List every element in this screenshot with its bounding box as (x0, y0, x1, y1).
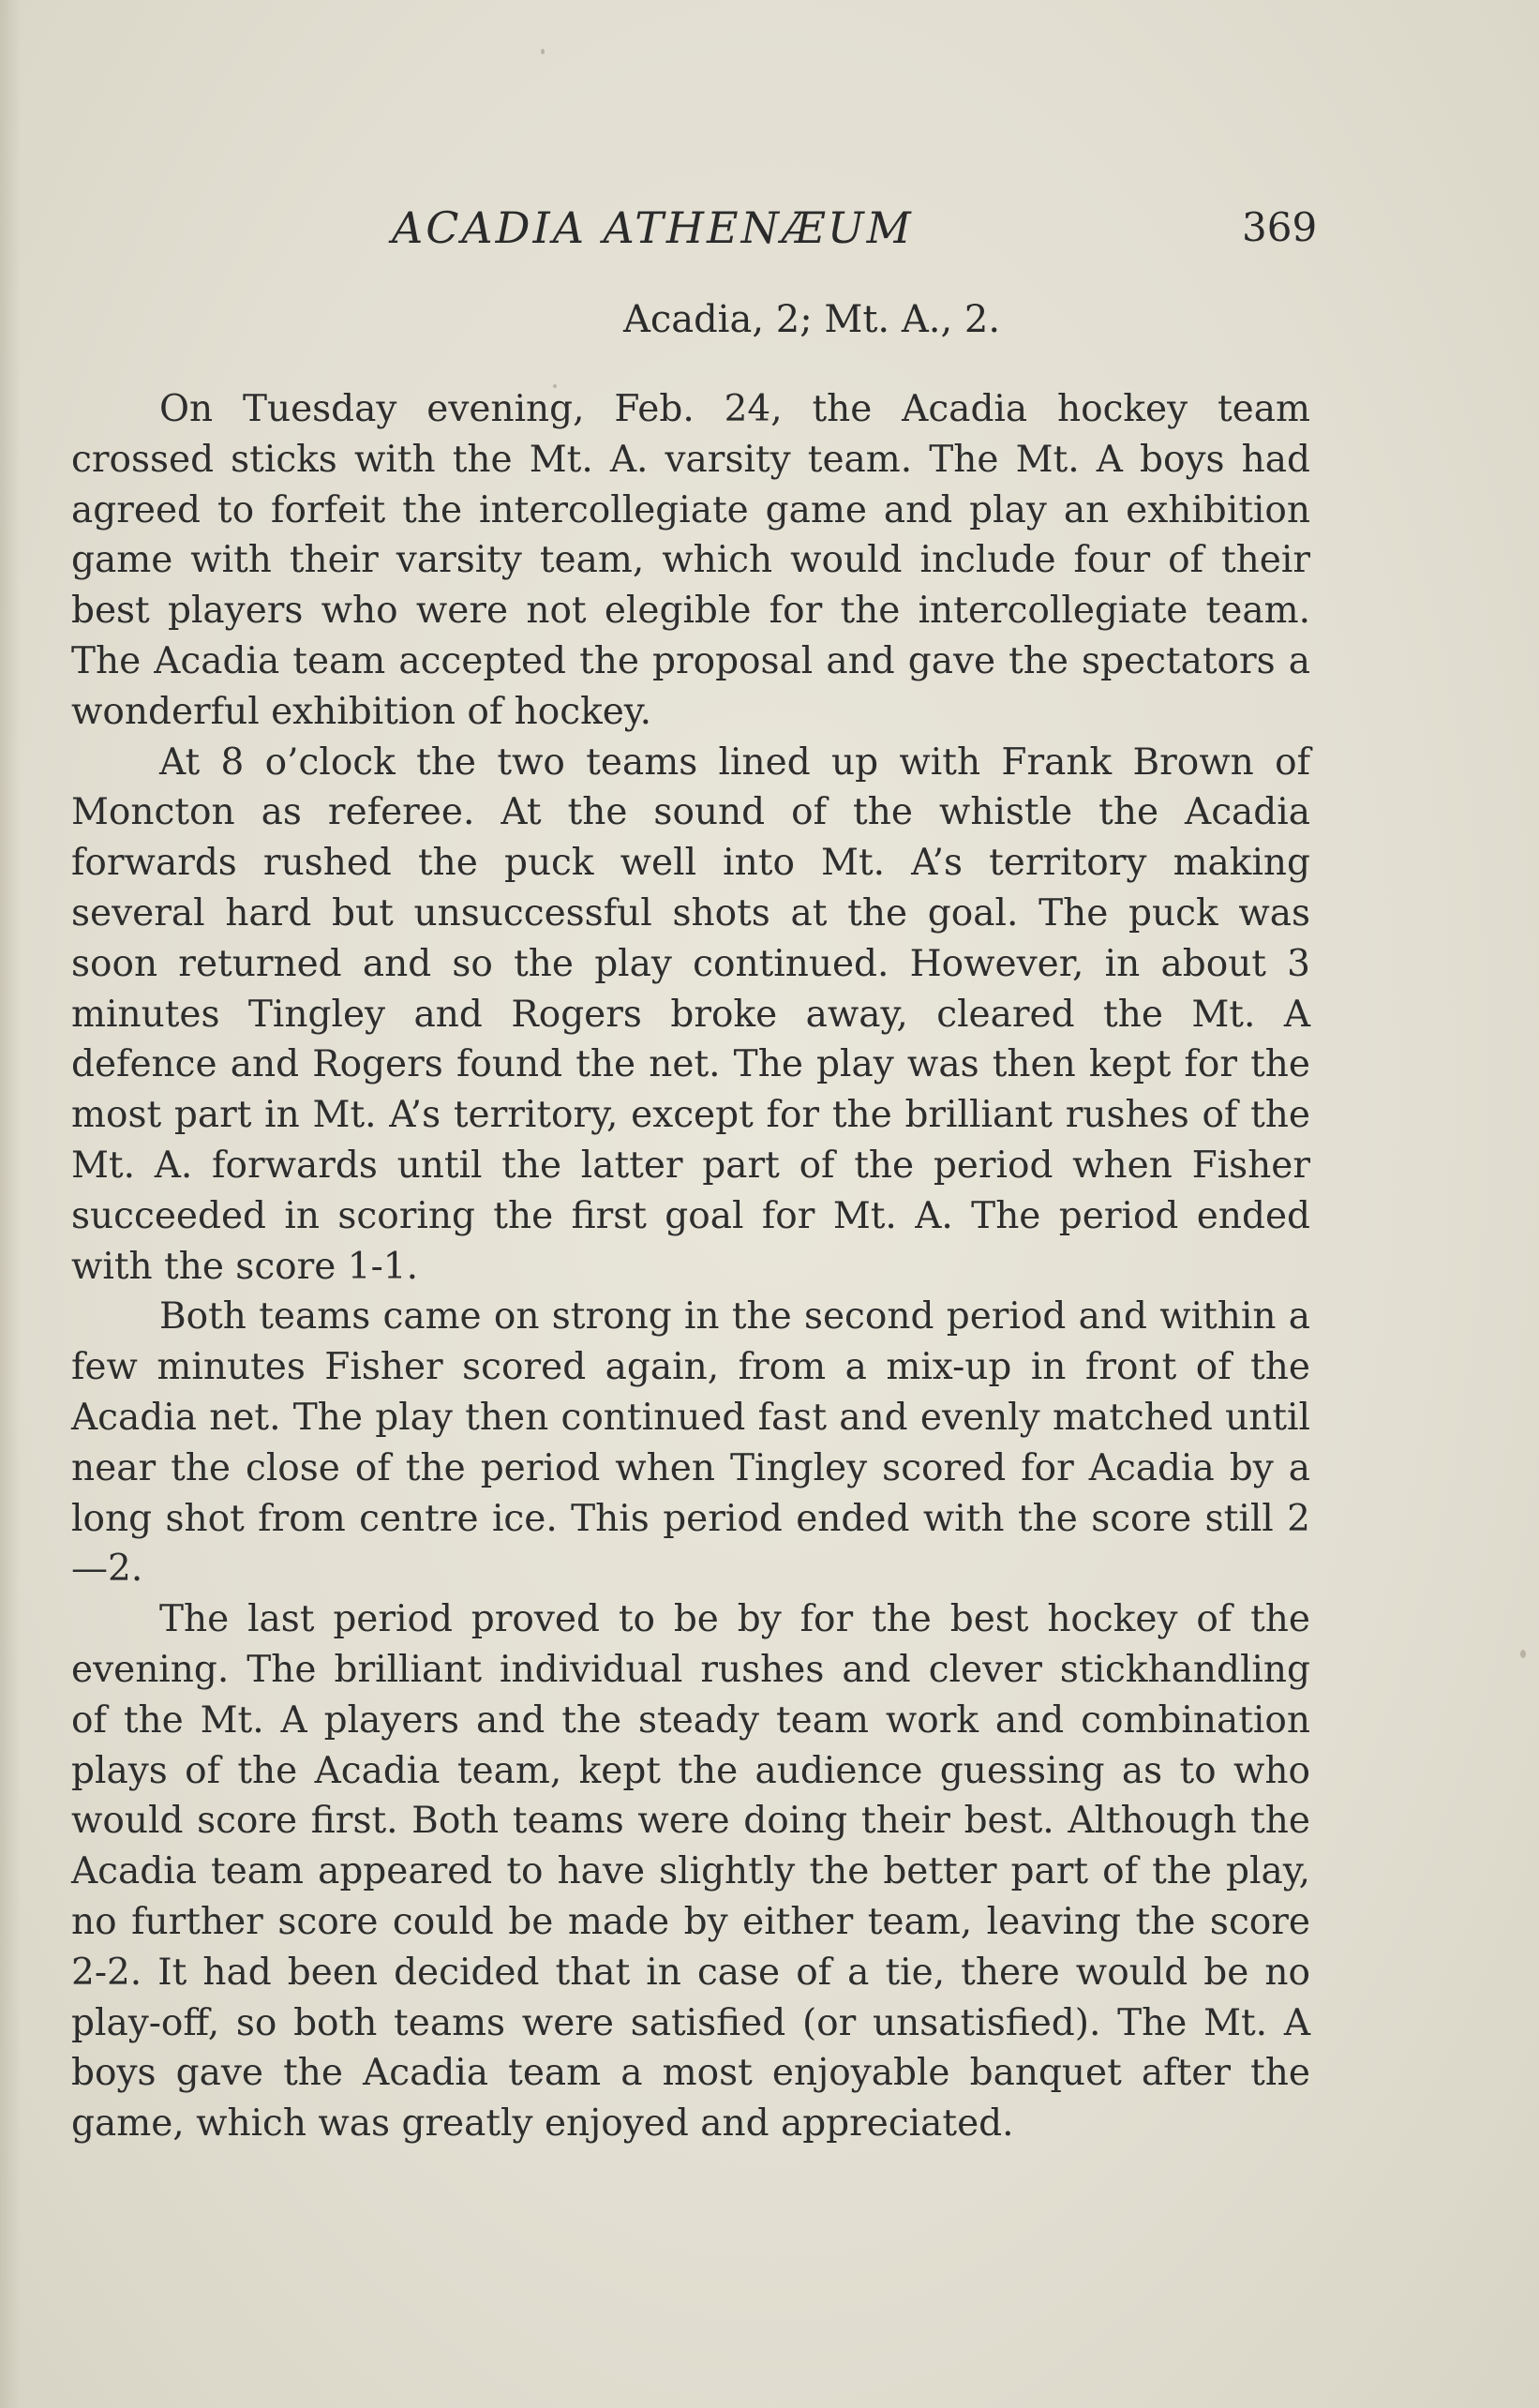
page-header (0, 197, 1539, 262)
paragraph: Both teams came on strong in the second period and within a few minutes Fisher scored again, from a mix-up in front of the Acadia net. The play then continued fast and evenly matched until near the close of the period when Tingley scored for Acadia by a long shot from centre ice. This period ended with the score still 2—2. (71, 1295, 1310, 1591)
paragraph: The last period proved to be by for the best hockey of the evening. The brilliant individual rushes and clever stickhandling of the Mt. A players and the steady team work and combination plays of the Acadia team, kept the audience guessing as to who would score first. Both teams were doing their best. Although the Acadia team appeared to have slightly the better part of the play, no further score could be made by either team, leaving the score 2-2. It had been decided that in case of a tie, there would be no play-off, so both teams were satisfied (or unsatisfied). The Mt. A boys gave the Acadia team a most enjoyable banquet after the game, which was greatly enjoyed and appreciated. (71, 1598, 1310, 2146)
paper-speck (541, 49, 545, 54)
paragraph: On Tuesday evening, Feb. 24, the Acadia hockey team crossed sticks with the Mt. A. varsity team. The Mt. A boys had agreed to forfeit the intercollegiate game and play an exhibition game with their varsity team, which would include four of their best players who were not elegible for the intercollegiate team. The Acadia team accepted the proposal and gave the spectators a wonderful exhibition of hockey. (71, 388, 1310, 733)
paragraph: At 8 o’clock the two teams lined up with Frank Brown of Moncton as referee. At the sound of the whistle the Acadia forwards rushed the puck well into Mt. A’s territory making several hard but unsuccessful shots at the goal. The puck was soon returned and so the play continued. However, in about 3 minutes Tingley and Rogers broke away, cleared the Mt. A defence and Rogers found the net. The play was then kept for the most part in Mt. A’s territory, except for the brilliant rushes of the Mt. A. forwards until the latter part of the period when Fisher succeeded in scoring the first goal for Mt. A. The period ended with the score 1-1. (71, 740, 1310, 1288)
article-title: Acadia, 2; Mt. A., 2. (622, 298, 1001, 341)
running-title: ACADIA ATHENÆUM (392, 202, 914, 253)
article-body (71, 384, 1310, 2149)
page-number: 369 (1242, 204, 1318, 250)
paper-speck (1520, 1650, 1526, 1658)
page-edge-shadow (0, 0, 21, 2408)
